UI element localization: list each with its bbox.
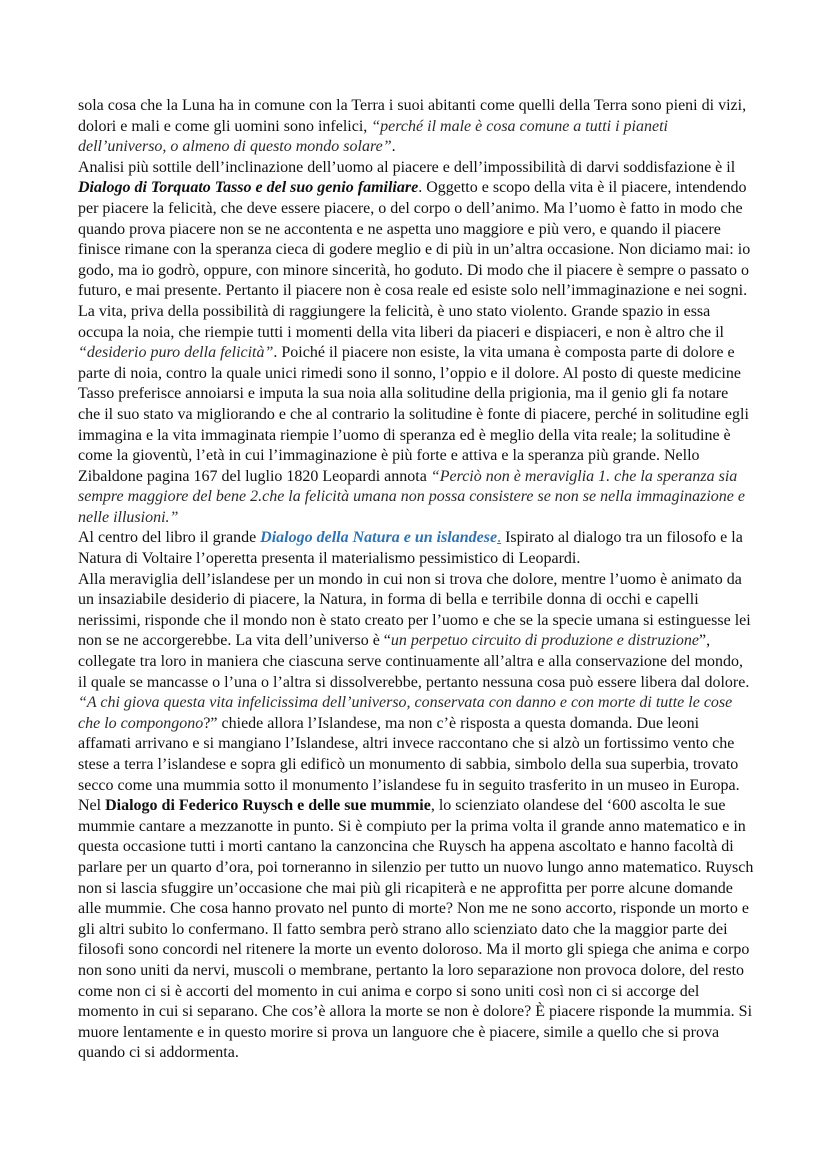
text-run: . <box>391 138 396 156</box>
text-run: Ispirato al dialogo tra un filosofo e la Natura di Voltaire l’operetta presenta il materialismo pessimistico di Leopardi. <box>78 529 743 568</box>
work-title-tasso: Dialogo di Torquato Tasso e del suo genio familiare <box>78 179 419 197</box>
text-run: sola cosa che la Luna ha in comune con la Terra i suoi abitanti come quelli della Terra sono pieni di vizi, dolori e mali e come gli uomini sono infelici, <box>78 97 747 135</box>
quote-zibaldone: “Perciò non è meraviglia 1. che la speranza sia sempre maggiore del bene 2.che la felicità umana non possa consistere se non se nella immaginazione e nelle illusioni.” <box>78 467 745 526</box>
text-run: , lo scienziato olandese del ‘600 ascolta le sue mummie cantare a mezzanotte in punto. Si è compiuto per la prima volta il grande anno matematico e in questa occasione tutti i morti cantano la canzoncina che Ruysch ha appena ascoltato e hanno facoltà di parlare per un quarto d’ora, poi torneranno in silenzio per tutto un nuovo lungo anno matematico. Ruysch non si lascia sfuggire un’occasione che mai più gli ricapiterà e ne approfitta per porre alcune domande alle mummie. Che cosa hanno provato nel punto di morte? Non me ne sono accorto, risponde un morto e gli altri subito lo confermano. Il fatto sembra però strano allo scienziato dato che la maggior parte dei filosofi sono concordi nel ritenere la morte un evento doloroso. Ma il morto gli spiega che anima e corpo non sono uniti da nervi, muscoli o membrane, pertanto la loro separazione non provoca dolore, del resto come non ci si è accorti del momento in cui anima e corpo si sono uniti così non ci si accorge del momento in cui si separano. Che cos’è allora la morte se non è dolore? È piacere risponde la mummia. Si muore lentamente e in questo morire si prova un languore che è piacere, simile a quello che si prova quando ci si addormenta. <box>78 797 754 1062</box>
paragraph-islandese <box>78 570 754 797</box>
quote-italic: “A chi giova questa vita infelicissima dell’universo, conservata con danno e con morte di tutte le cose che lo compongono <box>78 694 733 732</box>
paragraph-islandese-intro <box>78 528 754 569</box>
document-page <box>78 96 754 1064</box>
quote-italic: “desiderio puro della felicità” <box>78 344 274 362</box>
text-run: . Oggetto e scopo della vita è il piacere, intendendo per piacere la felicità, che deve essere piacere, o del corpo o dell’animo. Ma l’uomo è fatto in modo che quando prova piacere non se ne accontenta e ne aspetta uno maggiore e più vero, e quando il piacere finisce rimane con la speranza cieca di godere meglio e di più in un’altra occasione. Non diciamo mai: io godo, ma io godrò, oppure, con minore sincerità, ho goduto. Di modo che il piacere è sempre o passato o futuro, e mai presente. Pertanto il piacere non è cosa reale ed esiste solo nell’immaginazione e nei sogni. La vita, priva della possibilità di raggiungere la felicità, è uno stato violento. Grande spazio in essa occupa la noia, che riempie tutti i momenti della vita liberi da piaceri e dispiaceri, e non è altro che il <box>78 179 751 341</box>
text-run: Nel <box>78 797 106 815</box>
text-run: . Poiché il piacere non esiste, la vita umana è composta parte di dolore e parte di noia, contro la quale unici rimedi sono il sonno, l’oppio e il dolore. Al posto di queste medicine Tasso preferisce annoiarsi e imputa la sua noia alla solitudine della prigionia, ma il genio gli fa notare che il suo stato va migliorando e che al contrario la solitudine è fonte di piacere, perché in solitudine egli immagina e la vita immaginata riempie l’uomo di speranza ed è meglio della vita reale; la solitudine è come la gioventù, l’età in cui l’immaginazione è più forte e attiva e la speranza più grande. Nello Zibaldone pagina 167 del luglio 1820 Leopardi annota <box>78 344 749 485</box>
paragraph-luna <box>78 96 754 158</box>
paragraph-tasso <box>78 158 754 529</box>
text-run: ”, collegate tra loro in maniera che ciascuna serve continuamente all’altra e alla conservazione del mondo, il quale se mancasse o l’una o l’altra si dissolverebbe, pertanto nessuna cosa può essere libera dal dolore. <box>78 632 750 691</box>
text-run: Alla meraviglia dell’islandese per un mondo in cui non si trova che dolore, mentre l’uomo è animato da un insaziabile desiderio di piacere, la Natura, in forma di bella e terribile donna di occhi e capelli nerissimi, risponde che il mondo non è stato creato per l’uomo e che se la specie umana si estinguesse lei non se ne accorgerebbe. La vita dell’universo è “ <box>78 570 751 650</box>
text-run: Al centro del libro il grande <box>78 529 261 547</box>
work-title-ruysch: Dialogo di Federico Ruysch e delle sue mummie <box>105 797 431 815</box>
link-underline-dot: . <box>497 529 502 547</box>
quote-italic: “perché il male è cosa comune a tutti i pianeti dell’universo, o almeno di questo mondo solare” <box>78 117 668 156</box>
paragraph-ruysch <box>78 796 754 1064</box>
work-title-islandese-link[interactable]: Dialogo della Natura e un islandese <box>260 529 498 547</box>
quote-italic: un perpetuo circuito di produzione e distruzione <box>390 632 700 650</box>
text-run: ?” chiede allora l’Islandese, ma non c’è risposta a questa domanda. Due leoni affamati arrivano e si mangiano l’Islandese, altri invece raccontano che si alzò un fortissimo vento che stese a terra l’islandese e sopra gli edificò un monumento di sabbia, simbolo della sua superbia, trovato secco come una mummia sotto il monumento l’islandese fu in seguito trasferito in un museo in Europa. <box>78 714 740 794</box>
text-run: Analisi più sottile dell’inclinazione dell’uomo al piacere e dell’impossibilità di darvi soddisfazione è il <box>78 158 736 176</box>
